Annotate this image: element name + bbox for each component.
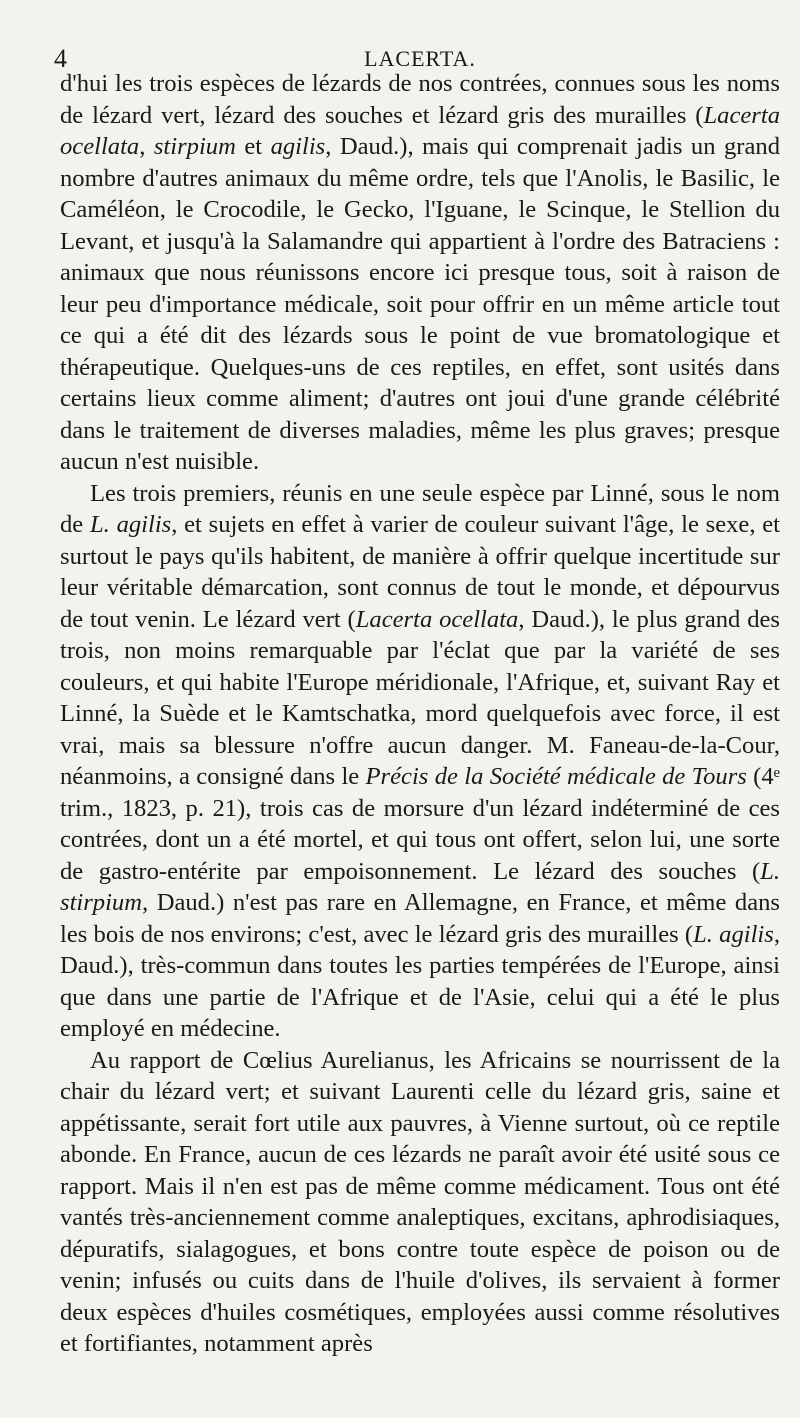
text-run: , Daud.), le plus grand des trois, non moins remarquable par l'éclat que par la variété de ses couleurs, et qui habite l'Europe méridionale, l'Afrique, et, suivant Ray et Linné, la Suède et le Kamtschatka, mord quelquefois avec force, il est vrai, mais sa blessure n'offre aucun danger. M. Faneau-de-la-Cour, néanmoins, a consigné dans le	[60, 605, 780, 790]
text-run: d'hui les trois espèces de lézards de nos contrées, connues sous les noms de lézard vert, lézard des souches et lézard gris des murailles (	[60, 70, 780, 129]
italic-term: L. agilis	[693, 920, 774, 948]
italic-term: L. agilis	[89, 511, 172, 538]
text-run: Au rapport de Cœlius Aurelianus, les Africains se nourrissent de la chair du lézard vert; et suivant Laurenti celle du lézard gris, saine et appétissante, serait fort utile aux pauvres, à Vienne surtout, où ce reptile abonde. En France, aucun de ces lézards ne paraît avoir été usité sous ce rapport. Mais il n'en est pas de même comme médicament. Tous ont été vantés très-anciennement comme analeptiques, excitans, aphrodisiaques, dépuratifs, sialagogues, et bons contre toute espèce de poison ou de venin; infusés ou cuits dans de l'huile d'olives, ils servaient à former deux espèces d'huiles cosmétiques, employées aussi comme résolutives et fortifiantes, notamment après	[60, 1046, 780, 1357]
text-run: Daud.) n'est pas rare en Allemagne, en France, et même dans les bois de nos environs; c'est, avec le lézard gris des murailles (	[60, 889, 780, 948]
text-run: Les trois premiers, réunis en une seule espèce par Linné, sous le nom de	[60, 479, 780, 538]
text-run: , Daud.), mais qui comprenait jadis un grand nombre d'autres animaux du même ordre, tels que l'Anolis, le Basilic, le Caméléon, le Crocodile, le Gecko, l'Iguane, le Scinque, le Stellion du Levant, et jusqu'à la Salamandre qui appartient à l'ordre des Batraciens : animaux que nous réunissons encore ici presque tous, soit à raison de leur peu d'importance médicale, soit pour offrir en un même article tout ce qui a été dit des lézards sous le point de vue bromatologique et thérapeutique. Quelques-uns de ces reptiles, en effet, sont usités dans certains lieux comme aliment; d'autres ont joui d'une grande célébrité dans le traitement de diverses maladies, même les plus graves; presque aucun n'est nuisible.	[60, 133, 780, 475]
paragraph-2	[60, 478, 780, 1045]
paragraph-3	[60, 1045, 780, 1360]
page-header	[54, 36, 780, 78]
running-title: LACERTA.	[364, 46, 476, 71]
paragraph-1	[60, 68, 780, 478]
text-run: , et sujets en effet à varier de couleur suivant l'âge, le sexe, et surtout le pays qu'ils habitent, de manière à offrir quelque incertitude sur leur véritable démarcation, sont connus de tout le monde, et dépourvus de tout venin. Le lézard vert (	[60, 511, 780, 633]
text-run: , Daud.), très-commun dans toutes les parties tempérées de l'Europe, ainsi que dans une partie de l'Afrique et de l'Asie, celui qui a été le plus employé en médecine.	[60, 920, 780, 1042]
text-run: (4ᵉ trim., 1823, p. 21), trois cas de morsure d'un lézard indéterminé de ces contrées, dont un a été mortel, et qui tous ont offert, selon lui, une sorte de gastro-entérite par empoisonnement. Le lézard des souches (	[60, 763, 780, 885]
text-run: et	[235, 133, 271, 160]
italic-term: Précis de la Société médicale de Tours	[365, 763, 747, 790]
italic-term: L. stirpium,	[60, 857, 780, 916]
italic-term: agilis	[270, 133, 326, 160]
page-number: 4	[54, 44, 67, 73]
text-run: ,	[139, 133, 154, 160]
italic-term: Lacerta ocellata	[60, 101, 780, 160]
body-text	[60, 68, 780, 1360]
italic-term: Lacerta ocellata	[355, 605, 519, 633]
italic-term: stirpium	[153, 133, 236, 160]
